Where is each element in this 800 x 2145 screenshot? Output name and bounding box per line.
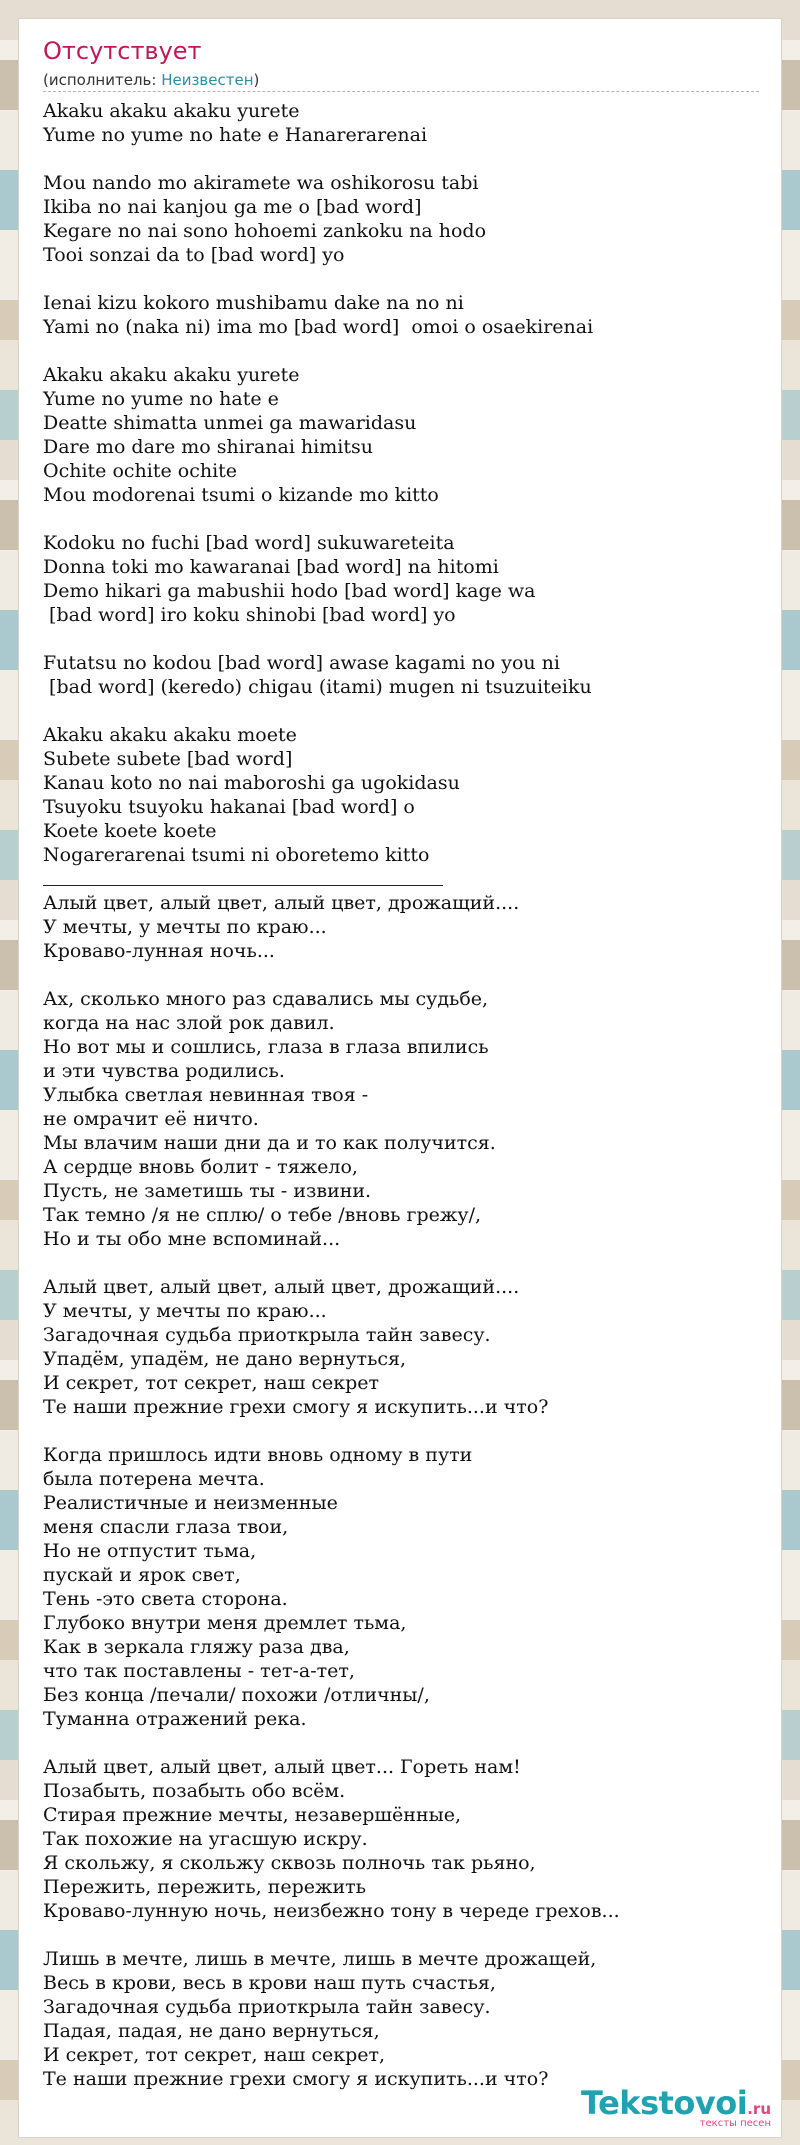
- stanza-break: [43, 627, 759, 651]
- lyric-line: Стирая прежние мечты, незавершённые,: [43, 1804, 462, 1826]
- lyric-line: Kanau koto no nai maboroshi ga ugokidasu: [43, 772, 460, 794]
- lyric-line: Упадём, упадём, не дано вернуться,: [43, 1348, 407, 1370]
- lyric-line: Я скольжу, я скольжу сквозь полночь так рьяно,: [43, 1852, 536, 1874]
- lyric-line: Ienai kizu kokoro mushibamu dake na no ni: [43, 292, 464, 314]
- lyric-line: Ikiba no nai kanjou ga me o [bad word]: [43, 196, 422, 218]
- lyric-line: Akaku akaku akaku yurete: [43, 100, 300, 122]
- lyric-line: Demo hikari ga mabushii hodo [bad word] kage wa: [43, 580, 536, 602]
- lyric-line: Kodoku no fuchi [bad word] sukuwareteita: [43, 532, 455, 554]
- lyric-line: Tsuyoku tsuyoku hakanai [bad word] o: [43, 796, 415, 818]
- lyric-line: Subete subete [bad word]: [43, 748, 293, 770]
- stanza-break: [43, 339, 759, 363]
- artist-line: [43, 71, 259, 89]
- lyric-line: Алый цвет, алый цвет, алый цвет, дрожащий....: [43, 1276, 520, 1298]
- lyric-line: Позабыть, позабыть обо всём.: [43, 1780, 346, 1802]
- lyric-line: И секрет, тот секрет, наш секрет,: [43, 2044, 386, 2066]
- lyric-line: Mou nando mo akiramete wa oshikorosu tabi: [43, 172, 479, 194]
- brand-name: Tekstovoi: [581, 2084, 748, 2122]
- lyric-line: Туманна отражений река.: [43, 1708, 307, 1730]
- lyric-line: Алый цвет, алый цвет, алый цвет, дрожащий....: [43, 892, 520, 914]
- lyric-line: пускай и ярок свет,: [43, 1564, 241, 1586]
- stanza-break: [43, 1731, 759, 1755]
- lyric-line: Алый цвет, алый цвет, алый цвет... Гореть нам!: [43, 1756, 521, 1778]
- lyric-line: Кроваво-лунная ночь...: [43, 940, 275, 962]
- lyric-line: Те наши прежние грехи смогу я искупить...и что?: [43, 2068, 549, 2090]
- lyrics-separator: [43, 867, 759, 891]
- lyric-line: Пережить, пережить, пережить: [43, 1876, 366, 1898]
- lyric-line: Yume no yume no hate e: [43, 388, 279, 410]
- lyric-line: Dare mo dare mo shiranai himitsu: [43, 436, 373, 458]
- lyrics-card: [18, 18, 782, 2138]
- lyric-line: Весь в крови, весь в крови наш путь счастья,: [43, 1972, 496, 1994]
- stanza-break: [43, 699, 759, 723]
- lyric-line: Nogarerarenai tsumi ni oboretemo kitto: [43, 844, 430, 866]
- lyric-line: Mou modorenai tsumi o kizande mo kitto: [43, 484, 439, 506]
- lyric-line: А сердце вновь болит - тяжело,: [43, 1156, 358, 1178]
- lyric-line: Без конца /печали/ похожи /отличны/,: [43, 1684, 430, 1706]
- lyric-line: У мечты, у мечты по краю...: [43, 1300, 327, 1322]
- lyric-line: Koete koete koete: [43, 820, 217, 842]
- lyric-line: меня спасли глаза твои,: [43, 1516, 289, 1538]
- lyric-line: Akaku akaku akaku yurete: [43, 364, 300, 386]
- header-divider: [43, 91, 759, 92]
- lyric-line: Те наши прежние грехи смогу я искупить...и что?: [43, 1396, 549, 1418]
- stanza-break: [43, 147, 759, 171]
- lyric-line: Donna toki mo kawaranai [bad word] na hitomi: [43, 556, 499, 578]
- stanza-break: [43, 963, 759, 987]
- lyric-line: Загадочная судьба приоткрыла тайн завесу.: [43, 1996, 491, 2018]
- artist-link[interactable]: Неизвестен: [161, 71, 254, 89]
- artist-prefix: (исполнитель:: [43, 71, 162, 89]
- artist-suffix: ): [253, 71, 260, 89]
- lyric-line: Тень -это света сторона.: [43, 1588, 288, 1610]
- lyric-line: Но не отпустит тьма,: [43, 1540, 257, 1562]
- brand-tld: .ru: [747, 2100, 771, 2118]
- lyric-line: и эти чувства родились.: [43, 1060, 285, 1082]
- lyric-line: Падая, падая, не дано вернуться,: [43, 2020, 380, 2042]
- lyric-line: Yami no (naka ni) ima mo [bad word] omoi o osaekirenai: [43, 316, 594, 338]
- lyric-line: Как в зеркала гляжу раза два,: [43, 1636, 350, 1658]
- lyric-line: Реалистичные и неизменные: [43, 1492, 338, 1514]
- lyric-line: что так поставлены - тет-а-тет,: [43, 1660, 355, 1682]
- lyric-line: У мечты, у мечты по краю...: [43, 916, 327, 938]
- lyric-line: Мы влачим наши дни да и то как получится.: [43, 1132, 496, 1154]
- lyric-line: Kegare no nai sono hohoemi zankoku na hodo: [43, 220, 487, 242]
- lyric-line: И секрет, тот секрет, наш секрет: [43, 1372, 379, 1394]
- lyrics-body: [43, 99, 759, 2091]
- lyric-line: Akaku akaku akaku moete: [43, 724, 297, 746]
- lyric-line: [bad word] iro koku shinobi [bad word] yo: [43, 604, 456, 626]
- lyric-line: Так темно /я не сплю/ о тебе /вновь грежу/,: [43, 1204, 482, 1226]
- song-title: Отсутствует: [43, 37, 202, 65]
- stanza-break: [43, 1923, 759, 1947]
- stanza-break: [43, 1251, 759, 1275]
- lyric-line: Yume no yume no hate e Hanarerarenai: [43, 124, 428, 146]
- lyric-line: была потерена мечта.: [43, 1468, 265, 1490]
- lyrics-original: [43, 99, 759, 867]
- stanza-break: [43, 507, 759, 531]
- stanza-break: [43, 1419, 759, 1443]
- brand-tagline: тексты песен: [699, 2118, 771, 2129]
- lyric-line: Пусть, не заметишь ты - извини.: [43, 1180, 372, 1202]
- lyric-line: Deatte shimatta unmei ga mawaridasu: [43, 412, 417, 434]
- lyric-line: Futatsu no kodou [bad word] awase kagami no you ni: [43, 652, 560, 674]
- lyric-line: Но и ты обо мне вспоминай...: [43, 1228, 341, 1250]
- lyric-line: Улыбка светлая невинная твоя -: [43, 1084, 369, 1106]
- lyric-line: Когда пришлось идти вновь одному в пути: [43, 1444, 473, 1466]
- lyric-line: Так похожие на угасшую искру.: [43, 1828, 368, 1850]
- lyric-line: [bad word] (keredo) chigau (itami) mugen ni tsuzuiteiku: [43, 676, 592, 698]
- lyric-line: Ochite ochite ochite: [43, 460, 238, 482]
- lyric-line: Лишь в мечте, лишь в мечте, лишь в мечте дрожащей,: [43, 1948, 597, 1970]
- lyric-line: Tooi sonzai da to [bad word] yo: [43, 244, 345, 266]
- lyric-line: Но вот мы и сошлись, глаза в глаза впились: [43, 1036, 489, 1058]
- lyric-line: Ах, сколько много раз сдавались мы судьбе,: [43, 988, 489, 1010]
- lyric-line: Загадочная судьба приоткрыла тайн завесу.: [43, 1324, 491, 1346]
- lyric-line: когда на нас злой рок давил.: [43, 1012, 335, 1034]
- lyrics-translation: [43, 891, 759, 2091]
- site-logo[interactable]: [581, 2084, 771, 2129]
- lyric-line: Кроваво-лунную ночь, неизбежно тону в череде грехов...: [43, 1900, 620, 1922]
- stanza-break: [43, 267, 759, 291]
- lyric-line: не омрачит её ничто.: [43, 1108, 259, 1130]
- lyric-line: Глубоко внутри меня дремлет тьма,: [43, 1612, 407, 1634]
